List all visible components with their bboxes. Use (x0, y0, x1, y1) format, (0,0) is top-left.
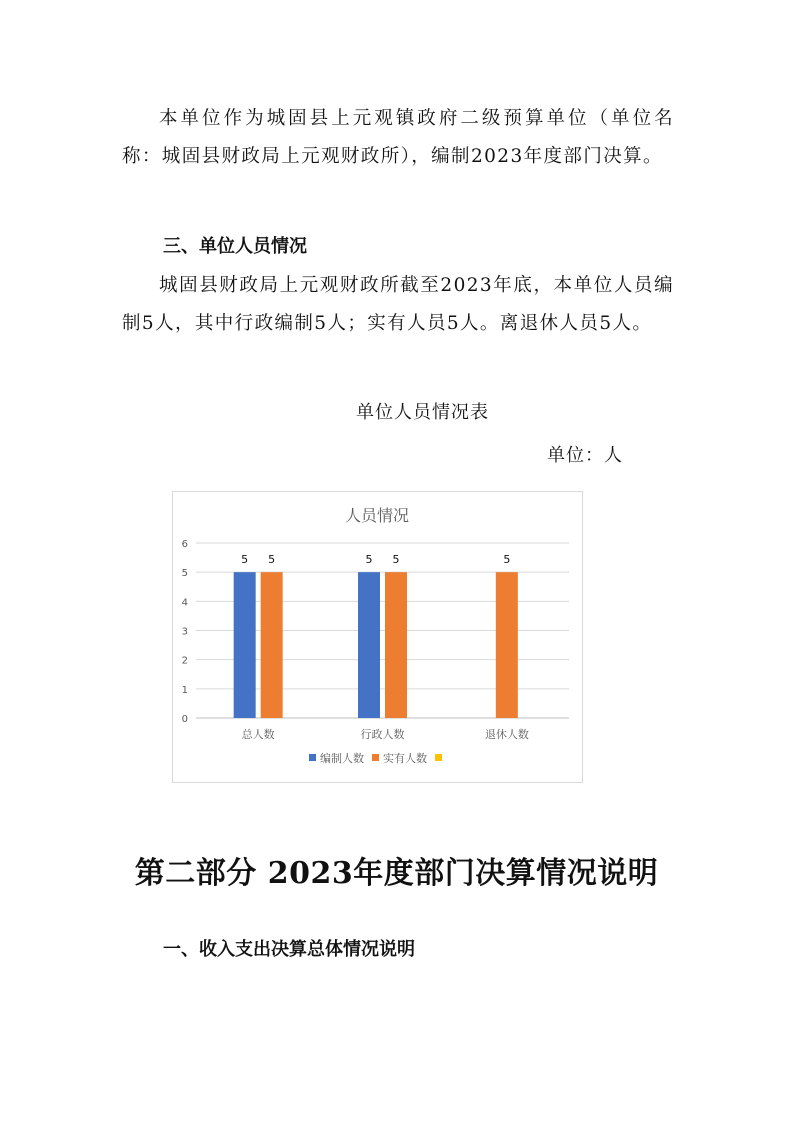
data-label: 5 (503, 553, 511, 567)
bar (496, 572, 518, 718)
intro-paragraph: 本单位作为城固县上元观镇政府二级预算单位（单位名称：城固县财政局上元观财政所），编制2023年度部门决算。 (122, 108, 674, 167)
unit-label: 单位：人 (547, 445, 623, 466)
bar (234, 572, 256, 718)
y-tick-label: 2 (181, 655, 188, 667)
legend-label: 编制人数 (320, 752, 364, 765)
legend-label: 实有人数 (383, 752, 427, 765)
legend-swatch (309, 754, 316, 761)
x-tick-label: 行政人数 (360, 728, 405, 741)
section3-heading: 三、单位人员情况 (163, 236, 307, 257)
data-label: 5 (241, 553, 249, 567)
y-tick-label: 0 (181, 714, 188, 725)
data-label: 5 (392, 553, 400, 567)
y-tick-label: 1 (181, 684, 188, 696)
y-tick-label: 3 (181, 626, 188, 638)
chart-title: 人员情况 (344, 506, 410, 525)
legend-swatch (435, 754, 442, 761)
staff-chart-svg (173, 492, 582, 782)
part-two-title: 第二部分 2023年度部门决算情况说明 (134, 856, 659, 891)
staff-chart (172, 491, 583, 783)
legend-swatch (372, 754, 379, 761)
section3-paragraph: 城固县财政局上元观财政所截至2023年底，本单位人员编制5人，其中行政编制5人；实有人员5人。离退休人员5人。 (122, 275, 674, 334)
x-tick-label: 退休人数 (484, 728, 529, 741)
y-tick-label: 6 (181, 539, 188, 550)
x-tick-label: 总人数 (241, 728, 275, 741)
bar (358, 572, 380, 718)
bar (385, 572, 407, 718)
y-tick-label: 5 (181, 568, 188, 580)
data-label: 5 (365, 553, 373, 567)
bar (261, 572, 283, 718)
data-label: 5 (268, 553, 276, 567)
y-tick-label: 4 (181, 597, 188, 609)
table-caption: 单位人员情况表 (356, 402, 489, 423)
section1-heading: 一、收入支出决算总体情况说明 (163, 939, 415, 960)
